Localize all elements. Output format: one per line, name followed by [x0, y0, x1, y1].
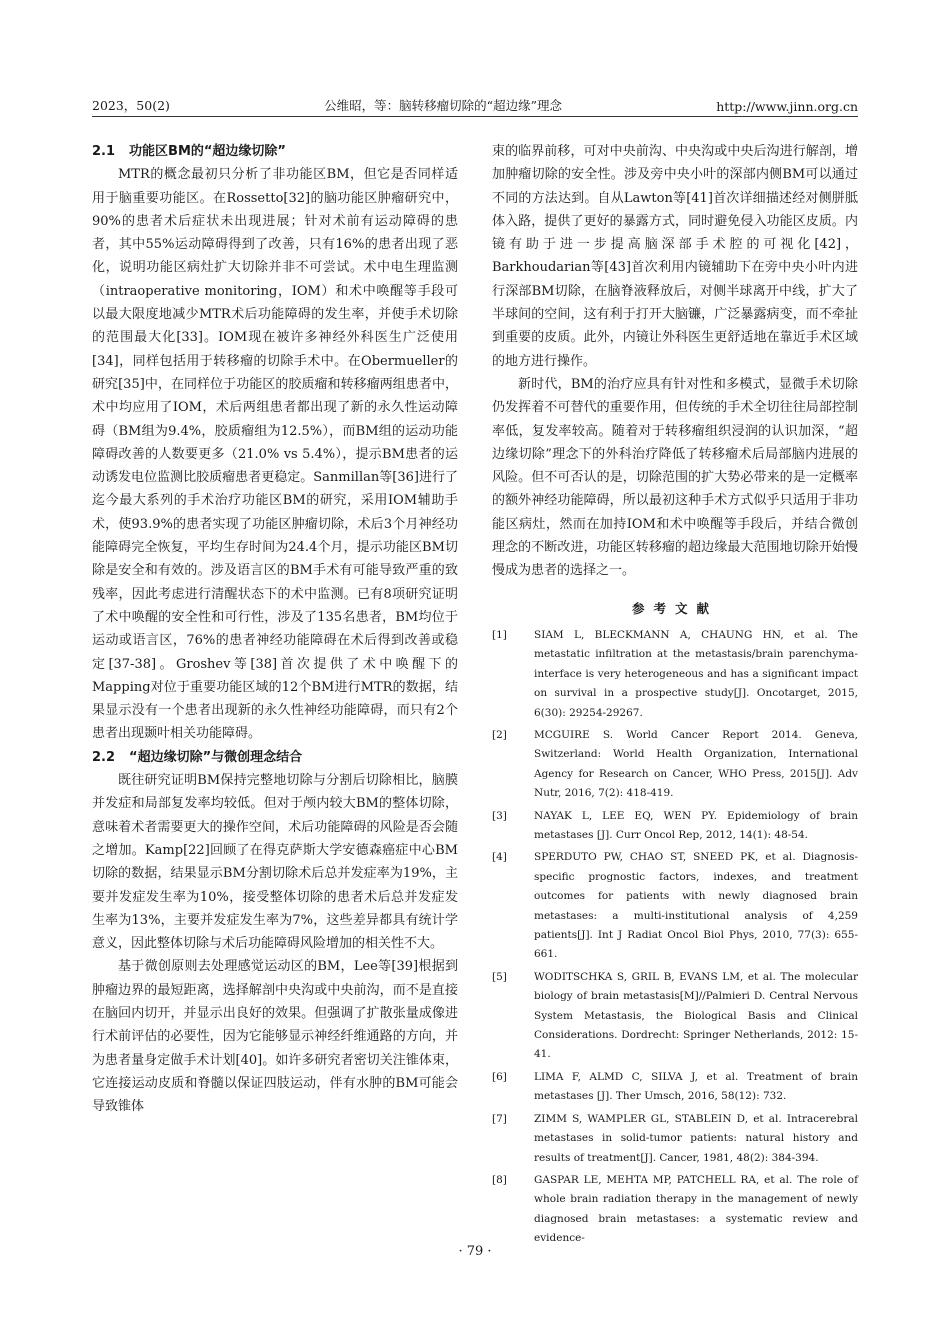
left-column	[92, 140, 458, 1118]
section-title: “超边缘切除”与微创理念结合	[129, 749, 303, 765]
reference-text: GASPAR LE, MEHTA MP, PATCHELL RA, et al. The role of whole brain radiation therapy in the management of newly diagnosed brain metastases: a systematic review and evidence-	[534, 1173, 858, 1245]
reference-number: [4]	[492, 851, 507, 864]
reference-item	[492, 1110, 858, 1168]
section-number: 2.1	[92, 144, 116, 159]
reference-item	[492, 968, 858, 1065]
conclusion-paragraph: 新时代，BM的治疗应具有针对性和多模式，显微手术切除仍发挥着不可替代的重要作用，但传统的手术全切往往局部控制率低，复发率较高。随着对于转移瘤组织浸润的认识加深，“超边缘切除”理念下的外科治疗降低了转移瘤术后局部脑内进展的风险。但不可否认的是，切除范围的扩大势必带来的是一定概率的额外神经功能障碍，所以最初这种手术方式似乎只适用于非功能区病灶，然而在加持IOM和术中唤醒等手段后，并结合微创理念的不断改进，功能区转移瘤的超边缘最大范围地切除开始慢慢成为患者的选择之一。	[492, 376, 858, 579]
running-title: 公维昭，等：脑转移瘤切除的“超边缘”理念	[324, 98, 562, 113]
reference-list	[492, 626, 858, 1249]
reference-number: [5]	[492, 970, 507, 983]
reference-number: [3]	[492, 809, 507, 822]
section-2-1-heading	[92, 140, 458, 163]
journal-issue: 2023，50(2)	[92, 98, 170, 113]
reference-item	[492, 1171, 858, 1249]
reference-text: WODITSCHKA S, GRIL B, EVANS LM, et al. The molecular biology of brain metastasis[M]//Palmieri D. Central Nervous System Metastasis, the Biological Basis and Clinical Considerations. Dordrecht: Springer Netherlands, 2012: 15-41.	[534, 970, 858, 1061]
running-header	[92, 92, 858, 114]
reference-text: ZIMM S, WAMPLER GL, STABLEIN D, et al. Intracerebral metastases in solid-tumor patients: natural history and results of treatment[J]. Cancer, 1981, 48(2): 384-394.	[534, 1112, 858, 1164]
reference-text: SIAM L, BLECKMANN A, CHAUNG HN, et al. The metastatic infiltration at the metastasis/brain parenchyma-interface is very heterogeneous and has a significant impact on survival in a prospective study[J]. Oncotarget, 2015, 6(30): 29254-29267.	[534, 628, 858, 719]
section-title: 功能区BM的“超边缘切除”	[129, 144, 286, 159]
reference-number: [1]	[492, 628, 507, 641]
section-2-2-paragraph-2: 基于微创原则去处理感觉运动区的BM，Lee等[39]根据到肿瘤边界的最短距离，选择解剖中央沟或中央前沟，而不是直接在脑回内切开，并显示出良好的效果。但强调了扩散张量成像进行术前评估的必要性，因为它能够显示神经纤维通路的方向，并为患者量身定做手术计划[40]。如许多研究者密切关注锥体束，它连接运动皮质和脊髓以保证四肢运动，伴有水肿的BM可能会导致锥体	[92, 959, 458, 1115]
reference-text: LIMA F, ALMD C, SILVA J, et al. Treatment of brain metastases [J]. Ther Umsch, 2016, 58(12): 732.	[534, 1070, 858, 1103]
section-2-1-paragraph: MTR的概念最初只分析了非功能区BM，但它是否同样适用于脑重要功能区。在Rossetto[32]的脑功能区肿瘤研究中，90%的患者术后症状未出现进展；针对术前有运动障碍的患者，其中55%运动障碍得到了改善，只有16%的患者出现了恶化，说明功能区病灶扩大切除并非不可尝试。术中电生理监测（intraoperative monitoring，IOM）和术中唤醒等手段可以最大限度地减少MTR术后功能障碍的发生率，并使手术切除的范围最大化[33]。IOM现在被许多神经外科医生广泛使用[34]，同样包括用于转移瘤的切除手术中。在Obermueller的研究[35]中，在同样位于功能区的胶质瘤和转移瘤两组患者中，术中均应用了IOM，术后两组患者都出现了新的永久性运动障碍（BM组为9.4%，胶质瘤组为12.5%），而BM组的运动功能障碍改善的人数要更多（21.0% vs 5.4%），提示BM患者的运动诱发电位监测比胶质瘤患者更稳定。Sanmillan等[36]进行了迄今最大系列的手术治疗功能区BM的研究，采用IOM辅助手术，使93.9%的患者实现了功能区肿瘤切除，术后3个月神经功能障碍完全恢复，平均生存时间为24.4个月，提示功能区BM切除是安全和有效的。涉及语言区的BM手术有可能导致严重的致残率，因此考虑进行清醒状态下的术中监测。已有8项研究证明了术中唤醒的安全性和可行性，涉及了135名患者，BM均位于运动或语言区，76%的患者神经功能障碍在术后得到改善或稳定[37-38]。Groshev等[38]首次提供了术中唤醒下的Mapping对位于重要功能区域的12个BM进行MTR的数据，结果显示没有一个患者出现新的永久性神经功能障碍，而只有2个患者出现颞叶相关功能障碍。	[92, 167, 458, 742]
reference-number: [6]	[492, 1070, 507, 1083]
references-heading: 参考文献	[631, 600, 718, 616]
reference-number: [2]	[492, 728, 507, 741]
journal-url[interactable]: http://www.jinn.org.cn	[716, 99, 858, 114]
reference-item	[492, 626, 858, 723]
right-column	[492, 140, 858, 1252]
reference-item	[492, 1068, 858, 1107]
reference-number: [8]	[492, 1173, 507, 1186]
section-2-2-heading	[92, 746, 458, 769]
section-2-2-paragraph-1: 既往研究证明BM保持完整地切除与分割后切除相比，脑膜并发症和局部复发率均较低。但对于颅内较大BM的整体切除，意味着术者需要更大的操作空间，术后功能障碍的风险是否会随之增加。Kamp[22]回顾了在得克萨斯大学安德森癌症中心BM切除的数据，结果显示BM分割切除术后总并发症率为19%，主要并发症发生率为10%，接受整体切除的患者术后总并发症发生率为13%，主要并发症发生率为7%，这些差异都具有统计学意义，因此整体切除与术后功能障碍风险增加的相关性不大。	[92, 773, 458, 952]
reference-text: NAYAK L, LEE EQ, WEN PY. Epidemiology of brain metastases [J]. Curr Oncol Rep, 2012, 14(1): 48-54.	[534, 809, 858, 841]
header-divider	[92, 116, 858, 117]
continued-paragraph: 束的临界前移，可对中央前沟、中央沟或中央后沟进行解剖，增加肿瘤切除的安全性。涉及旁中央小叶的深部内侧BM可以通过不同的方法达到。自从Lawton等[41]首次详细描述经对侧胼胝体入路，提供了更好的暴露方式，同时避免侵入功能区皮质。内镜有助于进一步提高脑深部手术腔的可视化[42]，Barkhoudarian等[43]首次利用内镜辅助下在旁中央小叶内进行深部BM切除，在脑脊液释放后，对侧半球离开中线，扩大了半球间的空间，这有利于打开大脑镰，广泛暴露病变，而不牵扯到重要的皮质。此外，内镜让外科医生更舒适地在靠近手术区域的地方进行操作。	[492, 144, 858, 369]
page-number: · 79 ·	[458, 1244, 492, 1259]
reference-text: SPERDUTO PW, CHAO ST, SNEED PK, et al. Diagnosis-specific prognostic factors, indexes, and treatment outcomes for patients with newly diagnosed brain metastases: a multi-institutional analysis of 4,259 patients[J]. Int J Radiat Oncol Biol Phys, 2010, 77(3): 655-661.	[534, 851, 858, 961]
reference-item	[492, 807, 858, 846]
reference-number: [7]	[492, 1112, 507, 1125]
reference-item	[492, 726, 858, 804]
section-number: 2.2	[92, 749, 116, 765]
reference-text: MCGUIRE S. World Cancer Report 2014. Geneva, Switzerland: World Health Organization, International Agency for Research on Cancer, WHO Press, 2015[J]. Adv Nutr, 2016, 7(2): 418-419.	[534, 728, 858, 800]
reference-item	[492, 848, 858, 964]
